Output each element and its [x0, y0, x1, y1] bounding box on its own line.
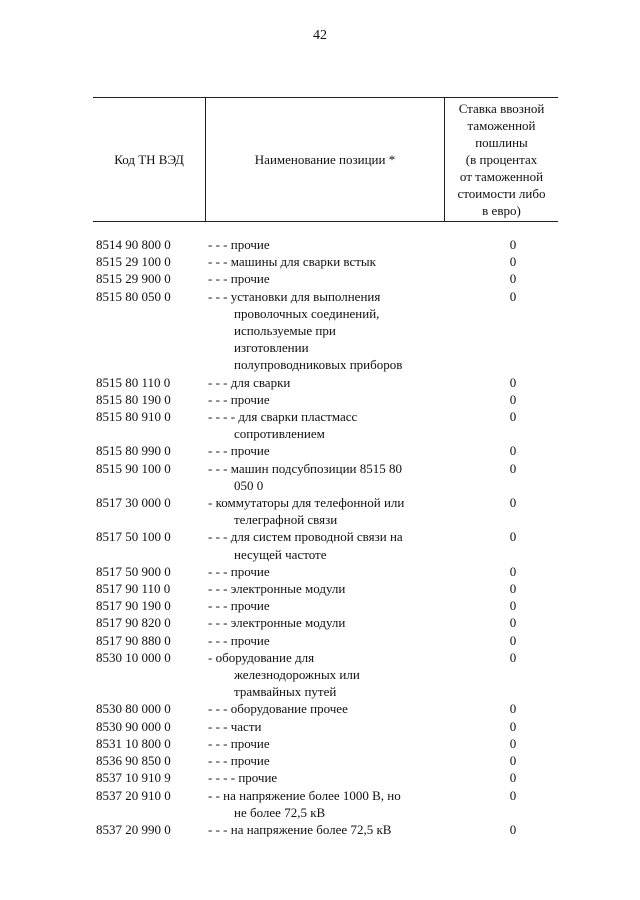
item-name-line: - - на напряжение более 1000 В, но [208, 787, 401, 803]
tnved-code: 8517 50 900 0 [96, 563, 171, 579]
duty-rate: 0 [509, 615, 517, 631]
table-row [96, 236, 558, 253]
header-rate-line: от таможенной [459, 169, 544, 184]
duty-rate: 0 [509, 821, 517, 837]
header-top-rule [93, 97, 558, 98]
item-name-line: - - - - прочие [208, 770, 278, 786]
tnved-code: 8530 10 000 0 [96, 649, 171, 665]
header-rate-line: Ставка ввозной [458, 101, 545, 116]
tnved-code: 8515 80 190 0 [96, 391, 171, 407]
tnved-code: 8536 90 850 0 [96, 753, 171, 769]
table-row [96, 580, 558, 597]
item-name [208, 408, 433, 442]
item-name [208, 649, 433, 701]
duty-rate: 0 [509, 460, 517, 476]
table-row [96, 632, 558, 649]
item-name [208, 752, 433, 769]
item-name-line: 050 0 [234, 477, 264, 493]
duty-rate: 0 [509, 581, 517, 597]
tnved-code: 8530 80 000 0 [96, 701, 171, 717]
item-name-line: - - - прочие [208, 443, 270, 459]
item-name-line: - - - прочие [208, 391, 270, 407]
tnved-code: 8517 90 880 0 [96, 632, 171, 648]
item-name-line: проволочных соединений, [234, 305, 380, 321]
item-name [208, 391, 433, 408]
tnved-code: 8517 90 110 0 [96, 581, 171, 597]
item-name-line: - - - машин подсубпозиции 8515 80 [208, 460, 402, 476]
table-row [96, 735, 558, 752]
item-name [208, 580, 433, 597]
item-name-line: несущей частоте [234, 546, 327, 562]
item-name [208, 563, 433, 580]
item-name-line: - - - электронные модули [208, 581, 346, 597]
duty-rate: 0 [509, 254, 517, 270]
item-name [208, 528, 433, 562]
table-row [96, 460, 558, 494]
tnved-code: 8514 90 800 0 [96, 237, 171, 252]
tnved-code: 8515 80 050 0 [96, 288, 171, 304]
item-name [208, 270, 433, 287]
item-name [208, 632, 433, 649]
item-name-line: сопротивлением [234, 426, 325, 442]
tnved-code: 8517 90 820 0 [96, 615, 171, 631]
duty-rate: 0 [509, 701, 517, 717]
table-row [96, 442, 558, 459]
table-row [96, 649, 558, 701]
duty-rate: 0 [509, 271, 517, 287]
header-rate [445, 100, 558, 219]
header-code: Код ТН ВЭД [114, 152, 184, 167]
item-name-line: - - - прочие [208, 632, 270, 648]
header-rate-line: таможенной [467, 118, 536, 133]
item-name [208, 718, 433, 735]
tnved-code: 8517 50 100 0 [96, 529, 171, 545]
tariff-table-body [96, 236, 558, 838]
item-name [208, 494, 433, 528]
table-row [96, 253, 558, 270]
item-name [208, 700, 433, 717]
item-name [208, 614, 433, 631]
table-row [96, 700, 558, 717]
item-name-line: - - - на напряжение более 72,5 кВ [208, 821, 392, 837]
table-row [96, 614, 558, 631]
duty-rate: 0 [509, 735, 517, 751]
item-name-line: - - - прочие [208, 237, 270, 252]
table-row [96, 769, 558, 786]
duty-rate: 0 [509, 237, 517, 252]
duty-rate: 0 [509, 753, 517, 769]
item-name-line: - - - для систем проводной связи на [208, 529, 403, 545]
item-name [208, 769, 433, 786]
item-name [208, 253, 433, 270]
item-name-line: не более 72,5 кВ [234, 804, 326, 820]
item-name-line: - - - электронные модули [208, 615, 346, 631]
tnved-code: 8515 29 100 0 [96, 254, 171, 270]
tnved-code: 8531 10 800 0 [96, 735, 171, 751]
item-name-line: - оборудование для [208, 649, 315, 665]
item-name [208, 288, 433, 374]
item-name [208, 735, 433, 752]
table-row [96, 374, 558, 391]
item-name-line: трамвайных путей [234, 684, 337, 700]
item-name-line: телеграфной связи [234, 512, 338, 528]
item-name-line: изготовлении [234, 340, 309, 356]
tnved-code: 8530 90 000 0 [96, 718, 171, 734]
header-rate-line: стоимости либо [457, 186, 546, 201]
tnved-code: 8515 80 110 0 [96, 374, 171, 390]
table-row [96, 391, 558, 408]
item-name-line: - - - оборудование прочее [208, 701, 348, 717]
item-name [208, 460, 433, 494]
item-name-line: полупроводниковых приборов [234, 357, 403, 373]
tnved-code: 8517 90 190 0 [96, 598, 171, 614]
item-name-line: - - - прочие [208, 598, 270, 614]
table-row [96, 494, 558, 528]
tnved-code: 8537 10 910 9 [96, 770, 171, 786]
item-name-line: - - - прочие [208, 271, 270, 287]
tnved-code: 8537 20 910 0 [96, 787, 171, 803]
header-name: Наименование позиции * [254, 152, 396, 167]
table-row [96, 288, 558, 374]
item-name [208, 236, 433, 253]
page-number: 42 [313, 28, 327, 43]
item-name-line: используемые при [234, 323, 336, 339]
table-row [96, 528, 558, 562]
duty-rate: 0 [509, 787, 517, 803]
item-name [208, 821, 433, 838]
tnved-code: 8537 20 990 0 [96, 821, 171, 837]
table-row [96, 821, 558, 838]
table-row [96, 752, 558, 769]
item-name-line: - - - - для сварки пластмасс [208, 409, 358, 425]
duty-rate: 0 [509, 770, 517, 786]
tnved-code: 8515 29 900 0 [96, 271, 171, 287]
item-name-line: - - - прочие [208, 753, 270, 769]
item-name-line: - коммутаторы для телефонной или [208, 495, 405, 511]
duty-rate: 0 [509, 563, 517, 579]
item-name-line: - - - прочие [208, 735, 270, 751]
item-name [208, 597, 433, 614]
header-rate-line: (в процентах [465, 152, 538, 167]
table-row [96, 408, 558, 442]
tnved-code: 8515 80 990 0 [96, 443, 171, 459]
header-bottom-rule [93, 221, 558, 222]
tnved-code: 8515 80 910 0 [96, 409, 171, 425]
duty-rate: 0 [509, 443, 517, 459]
item-name-line: - - - установки для выполнения [208, 288, 381, 304]
duty-rate: 0 [509, 718, 517, 734]
item-name-line: - - - для сварки [208, 374, 291, 390]
table-row [96, 718, 558, 735]
item-name-line: - - - прочие [208, 563, 270, 579]
duty-rate: 0 [509, 391, 517, 407]
duty-rate: 0 [509, 409, 517, 425]
table-row [96, 597, 558, 614]
duty-rate: 0 [509, 598, 517, 614]
header-rate-line: пошлины [475, 135, 528, 150]
table-row [96, 563, 558, 580]
duty-rate: 0 [509, 649, 517, 665]
item-name-line: железнодорожных или [234, 667, 360, 683]
duty-rate: 0 [509, 288, 517, 304]
header-rate-line: в евро) [482, 203, 521, 218]
duty-rate: 0 [509, 374, 517, 390]
duty-rate: 0 [509, 529, 517, 545]
tnved-code: 8517 30 000 0 [96, 495, 171, 511]
duty-rate: 0 [509, 495, 517, 511]
tnved-code: 8515 90 100 0 [96, 460, 171, 476]
item-name-line: - - - машины для сварки встык [208, 254, 376, 270]
duty-rate: 0 [509, 632, 517, 648]
item-name [208, 787, 433, 821]
item-name-line: - - - части [208, 718, 262, 734]
item-name [208, 374, 433, 391]
table-row [96, 270, 558, 287]
item-name [208, 442, 433, 459]
table-row [96, 787, 558, 821]
